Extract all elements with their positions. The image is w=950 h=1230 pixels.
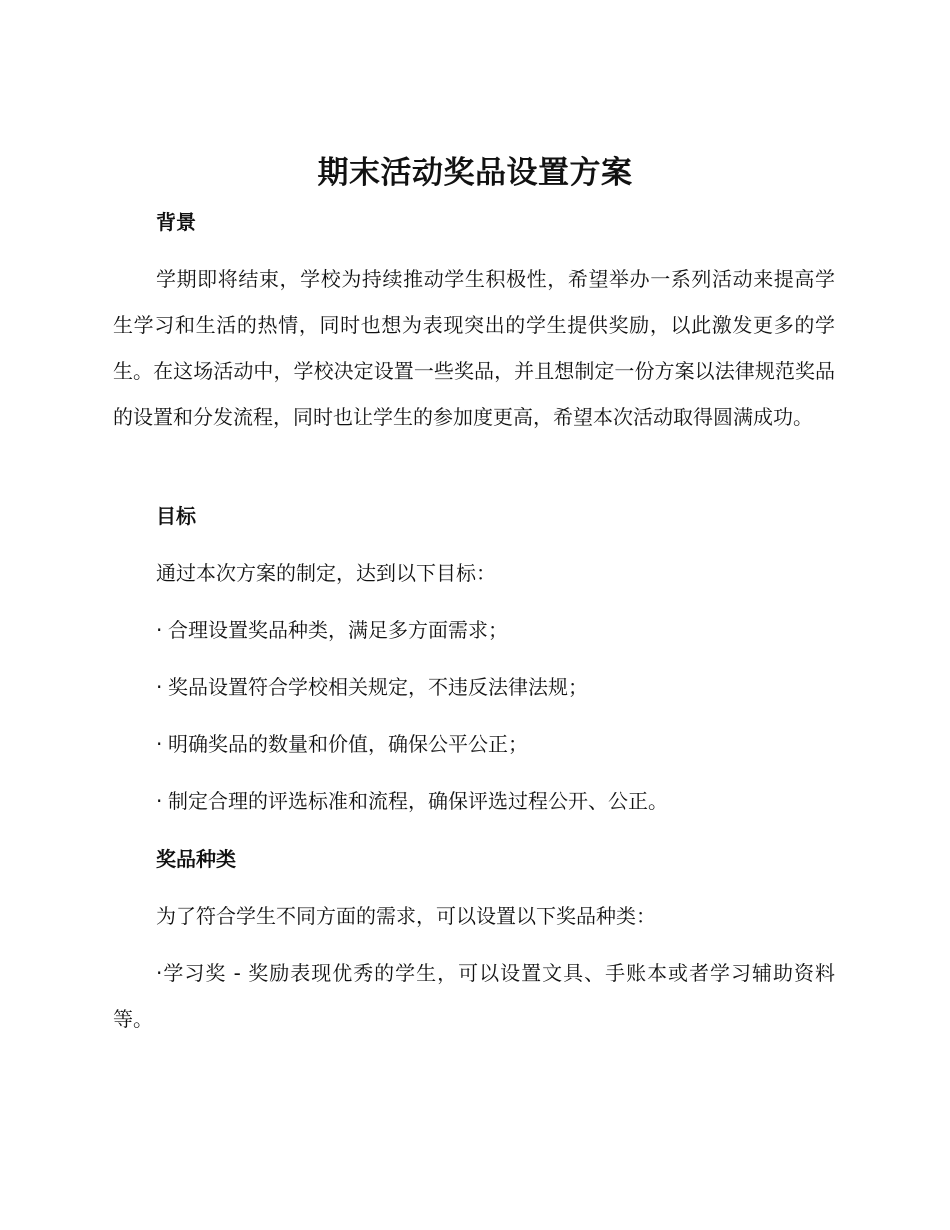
bullet-icon: · (156, 618, 163, 642)
bullet-icon: · (156, 789, 163, 813)
section-heading-goals: 目标 (156, 504, 196, 528)
prize-list-item (113, 950, 835, 1042)
goal-list-item (156, 615, 508, 645)
section-heading-background: 背景 (156, 210, 196, 234)
background-paragraph: 学期即将结束，学校为持续推动学生积极性，希望举办一系列活动来提高学生学习和生活的热情，同时也想为表现突出的学生提供奖励，以此激发更多的学生。在这场活动中，学校决定设置一些奖品，并且想制定一份方案以法律规范奖品的设置和分发流程，同时也让学生的参加度更高，希望本次活动取得圆满成功。 (113, 267, 835, 429)
document-title: 期末活动奖品设置方案 (317, 155, 633, 191)
goal-list-item (156, 672, 588, 702)
bullet-icon: · (156, 732, 163, 756)
goal-item-text: 制定合理的评选标准和流程，确保评选过程公开、公正。 (168, 789, 668, 813)
goal-list-item (156, 729, 528, 759)
prize-types-intro: 为了符合学生不同方面的需求，可以设置以下奖品种类： (156, 904, 656, 928)
goal-item-text: 奖品设置符合学校相关规定，不违反法律法规； (168, 675, 588, 699)
goal-item-text: 合理设置奖品种类，满足多方面需求； (168, 618, 508, 642)
bullet-icon: · (156, 675, 163, 699)
bullet-icon: · (156, 961, 163, 985)
prize-item-text: 学习奖 - 奖励表现优秀的学生，可以设置文具、手账本或者学习辅助资料等。 (113, 961, 835, 1031)
section-heading-prize-types: 奖品种类 (156, 847, 236, 871)
goals-intro: 通过本次方案的制定，达到以下目标： (156, 561, 496, 585)
goal-list-item (156, 786, 668, 816)
goal-item-text: 明确奖品的数量和价值，确保公平公正； (168, 732, 528, 756)
